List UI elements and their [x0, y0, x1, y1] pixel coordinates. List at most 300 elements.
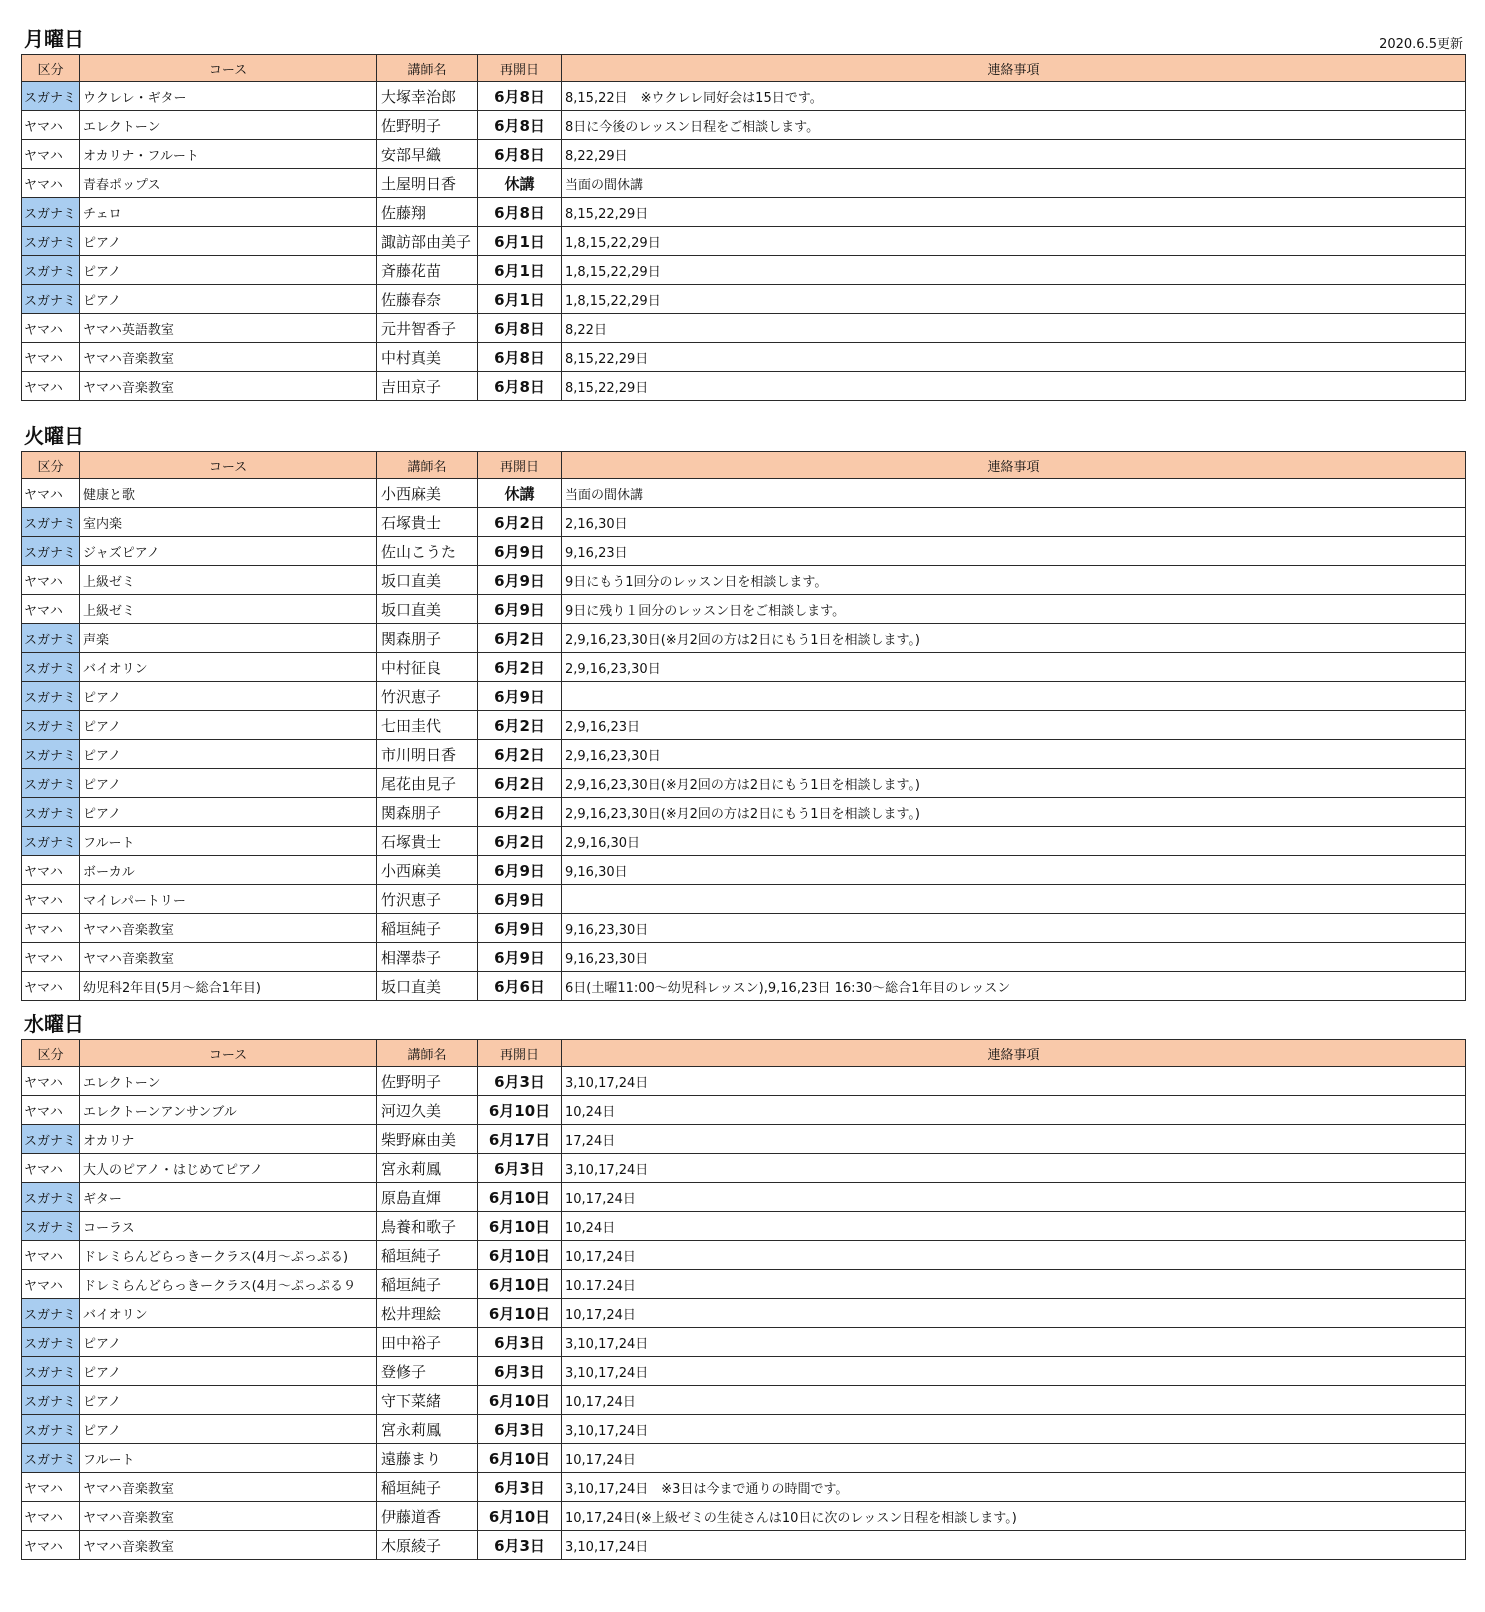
table-row: [22, 537, 1466, 566]
reopen-date-cell: 6月3日: [478, 1473, 562, 1502]
teacher-cell: 七田圭代: [377, 711, 478, 740]
schedule-table: [21, 1039, 1466, 1560]
kubun-cell: スガナミ: [22, 82, 80, 111]
course-cell: エレクトーンアンサンブル: [80, 1096, 377, 1125]
note-cell: 3,10,17,24日: [562, 1067, 1466, 1096]
course-cell: ピアノ: [80, 769, 377, 798]
schedule-section: [21, 421, 1465, 1001]
table-row: [22, 740, 1466, 769]
teacher-cell: 田中裕子: [377, 1328, 478, 1357]
teacher-cell: 登修子: [377, 1357, 478, 1386]
note-cell: 2,16,30日: [562, 508, 1466, 537]
reopen-date-cell: 6月9日: [478, 914, 562, 943]
table-row: [22, 140, 1466, 169]
course-cell: ヤマハ音楽教室: [80, 372, 377, 401]
table-row: [22, 1444, 1466, 1473]
reopen-date-cell: 6月2日: [478, 711, 562, 740]
kubun-cell: ヤマハ: [22, 1154, 80, 1183]
table-row: [22, 343, 1466, 372]
kubun-cell: ヤマハ: [22, 856, 80, 885]
kubun-cell: ヤマハ: [22, 1241, 80, 1270]
reopen-date-cell: 6月1日: [478, 256, 562, 285]
reopen-date-cell: 6月10日: [478, 1270, 562, 1299]
course-cell: ヤマハ音楽教室: [80, 343, 377, 372]
schedule-table: [21, 54, 1466, 401]
note-cell: 2,9,16,30日: [562, 827, 1466, 856]
table-row: [22, 1212, 1466, 1241]
note-cell: 3,10,17,24日: [562, 1154, 1466, 1183]
note-cell: 8,15,22,29日: [562, 343, 1466, 372]
table-row: [22, 914, 1466, 943]
header-kubun: 区分: [22, 452, 80, 479]
note-cell: 当面の間休講: [562, 479, 1466, 508]
teacher-cell: 宮永莉鳳: [377, 1415, 478, 1444]
table-row: [22, 566, 1466, 595]
table-row: [22, 943, 1466, 972]
table-row: [22, 1270, 1466, 1299]
reopen-date-cell: 6月10日: [478, 1444, 562, 1473]
table-row: [22, 314, 1466, 343]
kubun-cell: ヤマハ: [22, 140, 80, 169]
reopen-date-cell: 6月8日: [478, 140, 562, 169]
teacher-cell: 坂口直美: [377, 972, 478, 1001]
table-row: [22, 1183, 1466, 1212]
reopen-date-cell: 6月9日: [478, 885, 562, 914]
course-cell: ジャズピアノ: [80, 537, 377, 566]
header-course: コース: [80, 55, 377, 82]
course-cell: ピアノ: [80, 1328, 377, 1357]
table-row: [22, 653, 1466, 682]
kubun-cell: スガナミ: [22, 740, 80, 769]
teacher-cell: 斉藤花苗: [377, 256, 478, 285]
note-cell: 1,8,15,22,29日: [562, 227, 1466, 256]
table-row: [22, 1125, 1466, 1154]
note-cell: 1,8,15,22,29日: [562, 256, 1466, 285]
reopen-date-cell: 休講: [478, 479, 562, 508]
reopen-date-cell: 6月2日: [478, 508, 562, 537]
reopen-date-cell: 6月10日: [478, 1241, 562, 1270]
teacher-cell: 稲垣純子: [377, 1270, 478, 1299]
teacher-cell: 諏訪部由美子: [377, 227, 478, 256]
course-cell: 室内楽: [80, 508, 377, 537]
reopen-date-cell: 6月2日: [478, 624, 562, 653]
reopen-date-cell: 6月10日: [478, 1212, 562, 1241]
course-cell: ヤマハ音楽教室: [80, 1502, 377, 1531]
table-row: [22, 1154, 1466, 1183]
table-row: [22, 372, 1466, 401]
header-note: 連絡事項: [562, 1040, 1466, 1067]
kubun-cell: ヤマハ: [22, 343, 80, 372]
reopen-date-cell: 6月10日: [478, 1386, 562, 1415]
table-header-row: [22, 452, 1466, 479]
note-cell: 9,16,23日: [562, 537, 1466, 566]
teacher-cell: 吉田京子: [377, 372, 478, 401]
kubun-cell: スガナミ: [22, 653, 80, 682]
teacher-cell: 土屋明日香: [377, 169, 478, 198]
table-row: [22, 227, 1466, 256]
kubun-cell: ヤマハ: [22, 1270, 80, 1299]
kubun-cell: スガナミ: [22, 1415, 80, 1444]
teacher-cell: 関森朋子: [377, 798, 478, 827]
note-cell: [562, 885, 1466, 914]
note-cell: 17,24日: [562, 1125, 1466, 1154]
teacher-cell: 大塚幸治郎: [377, 82, 478, 111]
kubun-cell: ヤマハ: [22, 479, 80, 508]
table-row: [22, 711, 1466, 740]
course-cell: 青春ポップス: [80, 169, 377, 198]
kubun-cell: ヤマハ: [22, 972, 80, 1001]
teacher-cell: 河辺久美: [377, 1096, 478, 1125]
kubun-cell: ヤマハ: [22, 1096, 80, 1125]
table-row: [22, 169, 1466, 198]
teacher-cell: 稲垣純子: [377, 1241, 478, 1270]
table-row: [22, 1473, 1466, 1502]
table-row: [22, 1531, 1466, 1560]
reopen-date-cell: 6月2日: [478, 653, 562, 682]
note-cell: 3,10,17,24日: [562, 1415, 1466, 1444]
kubun-cell: スガナミ: [22, 711, 80, 740]
course-cell: ギター: [80, 1183, 377, 1212]
table-row: [22, 769, 1466, 798]
table-row: [22, 198, 1466, 227]
kubun-cell: ヤマハ: [22, 595, 80, 624]
header-teacher: 講師名: [377, 55, 478, 82]
note-cell: 9日に残り１回分のレッスン日をご相談します。: [562, 595, 1466, 624]
note-cell: 8,15,22,29日: [562, 198, 1466, 227]
note-cell: 3,10,17,24日: [562, 1328, 1466, 1357]
kubun-cell: スガナミ: [22, 1357, 80, 1386]
course-cell: ヤマハ音楽教室: [80, 1531, 377, 1560]
kubun-cell: ヤマハ: [22, 1531, 80, 1560]
course-cell: チェロ: [80, 198, 377, 227]
course-cell: バイオリン: [80, 653, 377, 682]
note-cell: 10,17,24日: [562, 1386, 1466, 1415]
note-cell: 当面の間休講: [562, 169, 1466, 198]
kubun-cell: ヤマハ: [22, 372, 80, 401]
note-cell: 10,17,24日(※上級ゼミの生徒さんは10日に次のレッスン日程を相談します。): [562, 1502, 1466, 1531]
kubun-cell: スガナミ: [22, 1328, 80, 1357]
reopen-date-cell: 6月8日: [478, 82, 562, 111]
teacher-cell: 竹沢恵子: [377, 682, 478, 711]
teacher-cell: 関森朋子: [377, 624, 478, 653]
reopen-date-cell: 6月9日: [478, 595, 562, 624]
course-cell: ヤマハ音楽教室: [80, 1473, 377, 1502]
reopen-date-cell: 6月2日: [478, 740, 562, 769]
note-cell: 8,15,22日 ※ウクレレ同好会は15日です。: [562, 82, 1466, 111]
teacher-cell: 原島直煇: [377, 1183, 478, 1212]
course-cell: オカリナ・フルート: [80, 140, 377, 169]
header-date: 再開日: [478, 452, 562, 479]
teacher-cell: 石塚貴士: [377, 827, 478, 856]
reopen-date-cell: 6月10日: [478, 1183, 562, 1212]
table-row: [22, 1502, 1466, 1531]
kubun-cell: スガナミ: [22, 624, 80, 653]
course-cell: コーラス: [80, 1212, 377, 1241]
kubun-cell: スガナミ: [22, 285, 80, 314]
header-kubun: 区分: [22, 1040, 80, 1067]
course-cell: ヤマハ英語教室: [80, 314, 377, 343]
teacher-cell: 木原綾子: [377, 1531, 478, 1560]
note-cell: 2,9,16,23,30日(※月2回の方は2日にもう1日を相談します。): [562, 798, 1466, 827]
table-row: [22, 682, 1466, 711]
note-cell: 2,9,16,23,30日: [562, 653, 1466, 682]
teacher-cell: 佐山こうた: [377, 537, 478, 566]
note-cell: 10.17.24日: [562, 1270, 1466, 1299]
kubun-cell: スガナミ: [22, 827, 80, 856]
reopen-date-cell: 6月2日: [478, 827, 562, 856]
course-cell: 健康と歌: [80, 479, 377, 508]
teacher-cell: 遠藤まり: [377, 1444, 478, 1473]
reopen-date-cell: 6月8日: [478, 111, 562, 140]
reopen-date-cell: 6月8日: [478, 314, 562, 343]
reopen-date-cell: 6月3日: [478, 1328, 562, 1357]
day-title: 火曜日: [24, 424, 84, 448]
reopen-date-cell: 6月10日: [478, 1299, 562, 1328]
teacher-cell: 小西麻美: [377, 856, 478, 885]
note-cell: 2,9,16,23,30日(※月2回の方は2日にもう1日を相談します。): [562, 624, 1466, 653]
reopen-date-cell: 6月8日: [478, 372, 562, 401]
day-title: 水曜日: [24, 1012, 84, 1036]
note-cell: 9,16,23,30日: [562, 914, 1466, 943]
course-cell: ピアノ: [80, 682, 377, 711]
course-cell: ドレミらんどらっきークラス(4月～ぷっぷる９: [80, 1270, 377, 1299]
teacher-cell: 宮永莉鳳: [377, 1154, 478, 1183]
kubun-cell: スガナミ: [22, 256, 80, 285]
note-cell: 10,17,24日: [562, 1241, 1466, 1270]
reopen-date-cell: 6月2日: [478, 798, 562, 827]
teacher-cell: 稲垣純子: [377, 1473, 478, 1502]
kubun-cell: スガナミ: [22, 1386, 80, 1415]
teacher-cell: 安部早織: [377, 140, 478, 169]
course-cell: ピアノ: [80, 740, 377, 769]
note-cell: 8,22日: [562, 314, 1466, 343]
table-row: [22, 1241, 1466, 1270]
table-row: [22, 82, 1466, 111]
course-cell: ドレミらんどらっきークラス(4月～ぷっぷる): [80, 1241, 377, 1270]
reopen-date-cell: 6月9日: [478, 856, 562, 885]
reopen-date-cell: 6月3日: [478, 1067, 562, 1096]
course-cell: ピアノ: [80, 1357, 377, 1386]
note-cell: [562, 682, 1466, 711]
table-row: [22, 1357, 1466, 1386]
reopen-date-cell: 休講: [478, 169, 562, 198]
course-cell: マイレパートリー: [80, 885, 377, 914]
kubun-cell: ヤマハ: [22, 314, 80, 343]
reopen-date-cell: 6月2日: [478, 769, 562, 798]
updated-date: 2020.6.5更新: [1379, 37, 1463, 52]
reopen-date-cell: 6月1日: [478, 227, 562, 256]
table-row: [22, 1299, 1466, 1328]
table-row: [22, 1096, 1466, 1125]
header-date: 再開日: [478, 55, 562, 82]
teacher-cell: 稲垣純子: [377, 914, 478, 943]
teacher-cell: 鳥養和歌子: [377, 1212, 478, 1241]
course-cell: 声楽: [80, 624, 377, 653]
kubun-cell: ヤマハ: [22, 943, 80, 972]
note-cell: 10,17,24日: [562, 1299, 1466, 1328]
teacher-cell: 相澤恭子: [377, 943, 478, 972]
reopen-date-cell: 6月8日: [478, 343, 562, 372]
kubun-cell: ヤマハ: [22, 1502, 80, 1531]
course-cell: ヤマハ音楽教室: [80, 914, 377, 943]
kubun-cell: スガナミ: [22, 1183, 80, 1212]
header-teacher: 講師名: [377, 1040, 478, 1067]
course-cell: エレクトーン: [80, 111, 377, 140]
table-row: [22, 972, 1466, 1001]
teacher-cell: 佐野明子: [377, 111, 478, 140]
table-row: [22, 1386, 1466, 1415]
course-cell: ウクレレ・ギター: [80, 82, 377, 111]
reopen-date-cell: 6月6日: [478, 972, 562, 1001]
teacher-cell: 松井理絵: [377, 1299, 478, 1328]
table-row: [22, 798, 1466, 827]
reopen-date-cell: 6月17日: [478, 1125, 562, 1154]
kubun-cell: ヤマハ: [22, 914, 80, 943]
teacher-cell: 佐藤翔: [377, 198, 478, 227]
teacher-cell: 市川明日香: [377, 740, 478, 769]
table-row: [22, 508, 1466, 537]
kubun-cell: ヤマハ: [22, 111, 80, 140]
table-row: [22, 595, 1466, 624]
note-cell: 10,24日: [562, 1096, 1466, 1125]
course-cell: バイオリン: [80, 1299, 377, 1328]
note-cell: 2,9,16,23,30日(※月2回の方は2日にもう1日を相談します。): [562, 769, 1466, 798]
note-cell: 9日にもう1回分のレッスン日を相談します。: [562, 566, 1466, 595]
kubun-cell: スガナミ: [22, 227, 80, 256]
header-note: 連絡事項: [562, 452, 1466, 479]
header-date: 再開日: [478, 1040, 562, 1067]
teacher-cell: 元井智香子: [377, 314, 478, 343]
reopen-date-cell: 6月10日: [478, 1502, 562, 1531]
table-row: [22, 1067, 1466, 1096]
reopen-date-cell: 6月10日: [478, 1096, 562, 1125]
note-cell: 9,16,30日: [562, 856, 1466, 885]
note-cell: 8,22,29日: [562, 140, 1466, 169]
note-cell: 10,17,24日: [562, 1183, 1466, 1212]
reopen-date-cell: 6月8日: [478, 198, 562, 227]
course-cell: 上級ゼミ: [80, 566, 377, 595]
note-cell: 10,24日: [562, 1212, 1466, 1241]
course-cell: ピアノ: [80, 227, 377, 256]
kubun-cell: スガナミ: [22, 1125, 80, 1154]
note-cell: 8日に今後のレッスン日程をご相談します。: [562, 111, 1466, 140]
kubun-cell: スガナミ: [22, 1444, 80, 1473]
kubun-cell: スガナミ: [22, 769, 80, 798]
teacher-cell: 佐藤春奈: [377, 285, 478, 314]
kubun-cell: スガナミ: [22, 1299, 80, 1328]
reopen-date-cell: 6月9日: [478, 566, 562, 595]
reopen-date-cell: 6月3日: [478, 1531, 562, 1560]
kubun-cell: スガナミ: [22, 1212, 80, 1241]
kubun-cell: ヤマハ: [22, 566, 80, 595]
teacher-cell: 坂口直美: [377, 566, 478, 595]
schedule-table: [21, 451, 1466, 1001]
reopen-date-cell: 6月9日: [478, 537, 562, 566]
header-kubun: 区分: [22, 55, 80, 82]
kubun-cell: ヤマハ: [22, 1067, 80, 1096]
reopen-date-cell: 6月3日: [478, 1415, 562, 1444]
teacher-cell: 佐野明子: [377, 1067, 478, 1096]
teacher-cell: 竹沢恵子: [377, 885, 478, 914]
teacher-cell: 中村征良: [377, 653, 478, 682]
header-teacher: 講師名: [377, 452, 478, 479]
note-cell: 8,15,22,29日: [562, 372, 1466, 401]
header-course: コース: [80, 452, 377, 479]
course-cell: ヤマハ音楽教室: [80, 943, 377, 972]
kubun-cell: スガナミ: [22, 537, 80, 566]
schedule-section: [21, 24, 1465, 401]
kubun-cell: ヤマハ: [22, 169, 80, 198]
note-cell: 2,9,16,23日: [562, 711, 1466, 740]
reopen-date-cell: 6月9日: [478, 943, 562, 972]
kubun-cell: スガナミ: [22, 682, 80, 711]
course-cell: ピアノ: [80, 256, 377, 285]
note-cell: 9,16,23,30日: [562, 943, 1466, 972]
table-header-row: [22, 1040, 1466, 1067]
teacher-cell: 小西麻美: [377, 479, 478, 508]
teacher-cell: 坂口直美: [377, 595, 478, 624]
day-title: 月曜日: [24, 27, 84, 51]
reopen-date-cell: 6月3日: [478, 1154, 562, 1183]
note-cell: 3,10,17,24日: [562, 1357, 1466, 1386]
note-cell: 1,8,15,22,29日: [562, 285, 1466, 314]
kubun-cell: ヤマハ: [22, 1473, 80, 1502]
teacher-cell: 中村真美: [377, 343, 478, 372]
course-cell: 大人のピアノ・はじめてピアノ: [80, 1154, 377, 1183]
teacher-cell: 尾花由見子: [377, 769, 478, 798]
course-cell: ピアノ: [80, 1415, 377, 1444]
note-cell: 6日(土曜11:00～幼児科レッスン),9,16,23日 16:30～総合1年目のレッスン: [562, 972, 1466, 1001]
table-row: [22, 479, 1466, 508]
note-cell: 3,10,17,24日: [562, 1531, 1466, 1560]
note-cell: 2,9,16,23,30日: [562, 740, 1466, 769]
note-cell: 10,17,24日: [562, 1444, 1466, 1473]
reopen-date-cell: 6月1日: [478, 285, 562, 314]
reopen-date-cell: 6月9日: [478, 682, 562, 711]
table-header-row: [22, 55, 1466, 82]
course-cell: ピアノ: [80, 1386, 377, 1415]
course-cell: ピアノ: [80, 798, 377, 827]
kubun-cell: スガナミ: [22, 798, 80, 827]
note-cell: 3,10,17,24日 ※3日は今まで通りの時間です。: [562, 1473, 1466, 1502]
schedule-section: [21, 1009, 1465, 1560]
course-cell: エレクトーン: [80, 1067, 377, 1096]
course-cell: オカリナ: [80, 1125, 377, 1154]
table-row: [22, 856, 1466, 885]
course-cell: ボーカル: [80, 856, 377, 885]
table-row: [22, 111, 1466, 140]
course-cell: フルート: [80, 1444, 377, 1473]
course-cell: フルート: [80, 827, 377, 856]
teacher-cell: 伊藤道香: [377, 1502, 478, 1531]
table-row: [22, 1328, 1466, 1357]
kubun-cell: スガナミ: [22, 508, 80, 537]
course-cell: ピアノ: [80, 711, 377, 740]
table-row: [22, 256, 1466, 285]
kubun-cell: ヤマハ: [22, 885, 80, 914]
table-row: [22, 624, 1466, 653]
course-cell: 幼児科2年目(5月～総合1年目): [80, 972, 377, 1001]
reopen-date-cell: 6月3日: [478, 1357, 562, 1386]
teacher-cell: 柴野麻由美: [377, 1125, 478, 1154]
table-row: [22, 885, 1466, 914]
header-note: 連絡事項: [562, 55, 1466, 82]
table-row: [22, 285, 1466, 314]
header-course: コース: [80, 1040, 377, 1067]
course-cell: ピアノ: [80, 285, 377, 314]
teacher-cell: 石塚貴士: [377, 508, 478, 537]
table-row: [22, 1415, 1466, 1444]
